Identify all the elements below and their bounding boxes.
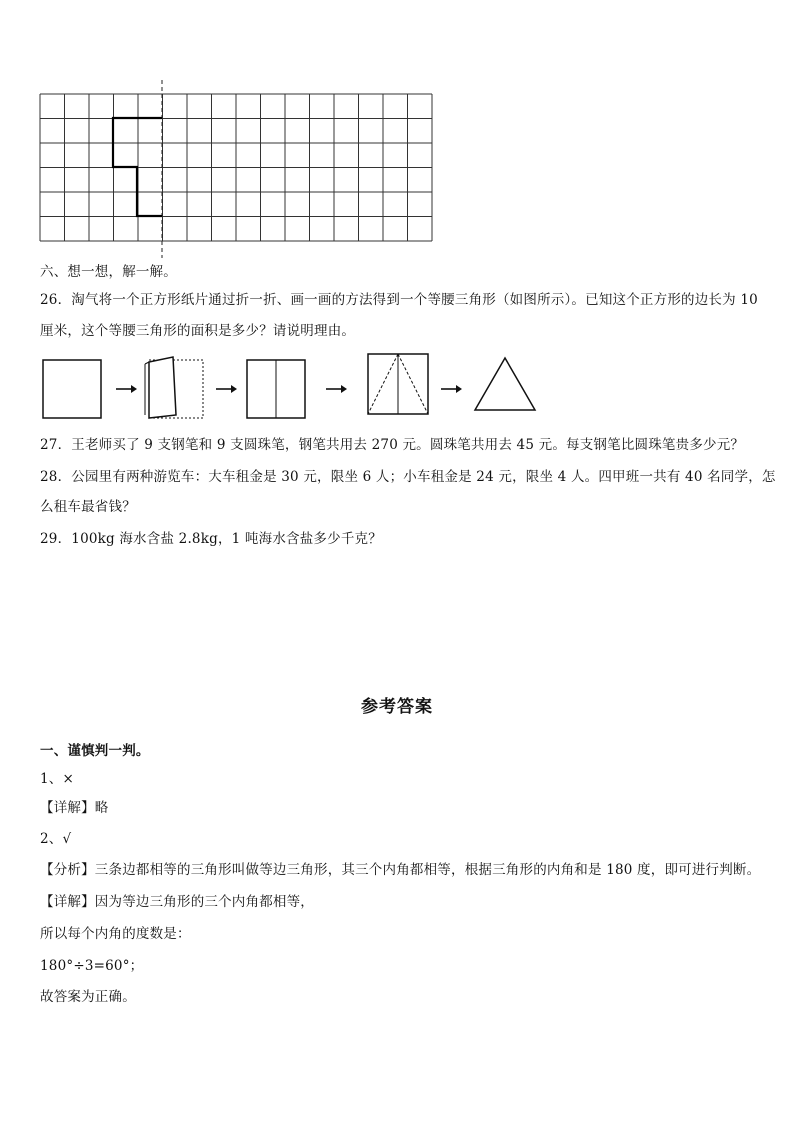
answer-item2-step2: 180°÷3=60°；: [40, 958, 144, 974]
arrow-right-icon: [116, 385, 137, 393]
q26-line2: 厘米，这个等腰三角形的面积是多少？请说明理由。: [40, 323, 356, 339]
answer-item2-analysis: 【分析】三条边都相等的三角形叫做等边三角形，其三个内角都相等，根据三角形的内角和是 180 度，即可进行判断。: [40, 862, 761, 878]
section6-heading: 六、想一想，解一解。: [40, 264, 177, 280]
q29-text: 29．100kg 海水含盐 2.8kg，1 吨海水含盐多少千克？: [40, 531, 382, 547]
q26-line1: 26．淘气将一个正方形纸片通过折一折、画一画的方法得到一个等腰三角形（如图所示）。已知这个正方形的边长为 10: [40, 292, 758, 308]
square-paper: [43, 360, 101, 418]
q28-line2: 么租车最省钱？: [40, 499, 136, 515]
grid-figure: [0, 0, 794, 270]
folding-paper: [145, 357, 203, 418]
unfolded-paper-crease: [247, 360, 305, 418]
answers-title: 参考答案: [361, 697, 433, 717]
answer-item2-detail: 【详解】因为等边三角形的三个内角都相等，: [40, 894, 314, 910]
q28-line1: 28．公园里有两种游览车：大车租金是 30 元，限坐 6 人；小车租金是 24 元，限坐 4 人。四甲班一共有 40 名同学，怎: [40, 469, 776, 485]
arrow-right-icon: [326, 385, 347, 393]
answer-item1-detail: 【详解】略: [40, 800, 109, 816]
arrow-right-icon: [441, 385, 462, 393]
answer-item1-label: 1、×: [40, 771, 75, 787]
answer-item2-step1: 所以每个内角的度数是：: [40, 926, 191, 942]
answer-item2-conclusion: 故答案为正确。: [40, 989, 136, 1005]
triangle-drawn-on-square: [368, 354, 428, 414]
answers-section1-heading: 一、谨慎判一判。: [40, 743, 150, 759]
answer-item2-label: 2、√: [40, 831, 72, 847]
isosceles-triangle: [475, 358, 535, 410]
folding-figure: [0, 348, 794, 428]
arrow-right-icon: [216, 385, 237, 393]
q27-text: 27．王老师买了 9 支钢笔和 9 支圆珠笔，钢笔共用去 270 元。圆珠笔共用去 45 元。每支钢笔比圆珠笔贵多少元？: [40, 437, 745, 453]
